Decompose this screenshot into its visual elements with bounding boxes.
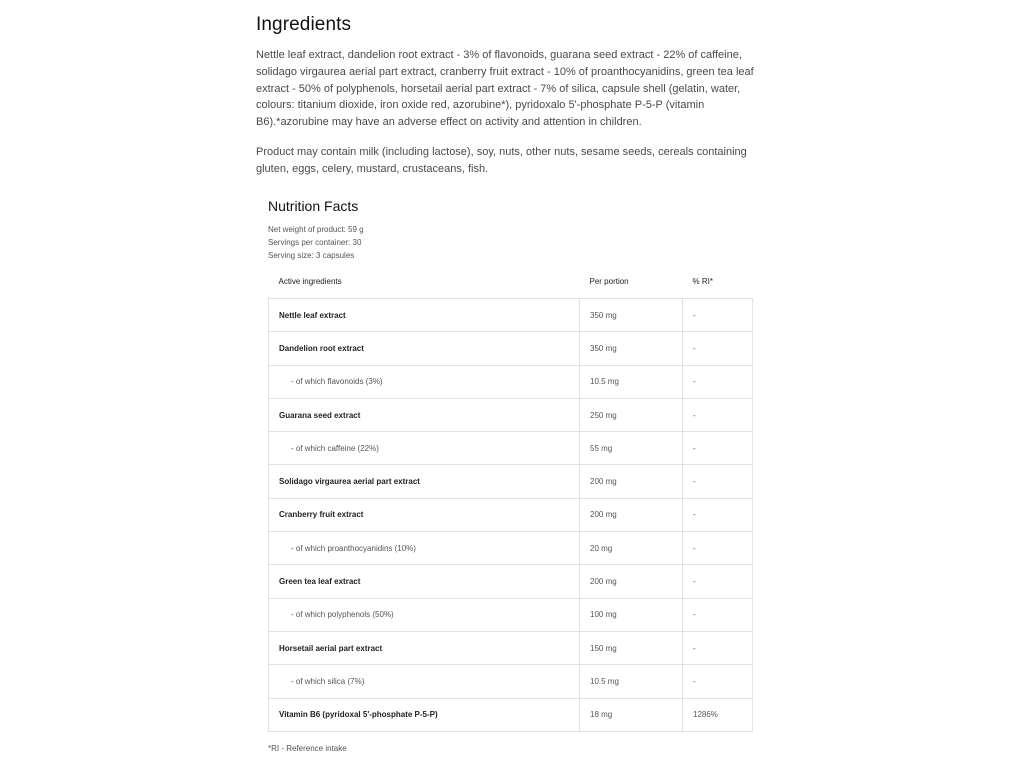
- ingredient-amount: 150 mg: [580, 631, 683, 664]
- ingredient-name: Vitamin B6 (pyridoxal 5'-phosphate P-5-P): [269, 698, 580, 731]
- ingredient-ri: -: [683, 332, 753, 365]
- ingredient-amount: 55 mg: [580, 432, 683, 465]
- ingredient-name: Solidago virgaurea aerial part extract: [269, 465, 580, 498]
- ingredient-amount: 20 mg: [580, 532, 683, 565]
- nutrition-facts-title: Nutrition Facts: [268, 198, 359, 214]
- ingredient-ri: 1286%: [683, 698, 753, 731]
- ingredients-text: Nettle leaf extract, dandelion root extract - 3% of flavonoids, guarana seed extract - 22% of caffeine, solidago virgaurea aerial part extract, cranberry fruit extract - 10% of proanthocyanidins, green tea leaf extract - 50% of polyphenols, horsetail aerial part extract - 7% of silica, capsule shell (gelatin, water, colours: titanium dioxide, iron oxide red, azorubine*), pyridoxalo 5'-phosphate P-5-P (vitamin B6).*azorubine may have an adverse effect on activity and attention in children.: [256, 49, 754, 129]
- nutrition-table: [268, 265, 753, 732]
- ri-footnote: *RI - Reference intake: [268, 744, 347, 753]
- ingredient-name: Dandelion root extract: [269, 332, 580, 365]
- ingredient-amount: 250 mg: [580, 398, 683, 431]
- servings-per-container: Servings per container: 30: [268, 238, 362, 248]
- ingredient-ri: -: [683, 398, 753, 431]
- header-active-ingredients: Active ingredients: [278, 277, 342, 286]
- table-row: [269, 299, 753, 332]
- ingredient-name: - of which caffeine (22%): [269, 432, 580, 465]
- table-row: [269, 565, 753, 598]
- ingredient-amount: 200 mg: [580, 498, 683, 531]
- ingredient-amount: 350 mg: [580, 299, 683, 332]
- table-row: [269, 332, 753, 365]
- net-weight: Net weight of product: 59 g: [268, 225, 364, 234]
- table-row: [269, 665, 753, 698]
- table-row: [269, 631, 753, 664]
- table-row: [269, 365, 753, 398]
- header-per-portion: Per portion: [589, 277, 629, 286]
- ingredient-amount: 10.5 mg: [580, 365, 683, 398]
- ingredient-name: Green tea leaf extract: [269, 565, 580, 598]
- ingredient-ri: -: [683, 631, 753, 664]
- table-header-row: [269, 265, 753, 299]
- ingredient-name: Horsetail aerial part extract: [269, 631, 580, 664]
- ingredient-name: - of which proanthocyanidins (10%): [269, 532, 580, 565]
- ingredient-name: Cranberry fruit extract: [269, 498, 580, 531]
- ingredient-amount: 10.5 mg: [580, 665, 683, 698]
- ingredient-name: - of which silica (7%): [269, 665, 580, 698]
- table-row: [269, 698, 753, 731]
- ingredient-name: Nettle leaf extract: [269, 299, 580, 332]
- header-ri: % RI*: [692, 277, 713, 286]
- ingredient-ri: -: [683, 432, 753, 465]
- ingredient-amount: 350 mg: [580, 332, 683, 365]
- table-row: [269, 598, 753, 631]
- ingredient-name: - of which flavonoids (3%): [269, 365, 580, 398]
- table-row: [269, 532, 753, 565]
- ingredient-amount: 200 mg: [580, 465, 683, 498]
- ingredient-amount: 18 mg: [580, 698, 683, 731]
- ingredient-name: - of which polyphenols (50%): [269, 598, 580, 631]
- ingredient-amount: 200 mg: [580, 565, 683, 598]
- table-row: [269, 398, 753, 431]
- ingredient-ri: -: [683, 665, 753, 698]
- ingredient-ri: -: [683, 565, 753, 598]
- ingredient-ri: -: [683, 365, 753, 398]
- ingredient-amount: 100 mg: [580, 598, 683, 631]
- ingredient-ri: -: [683, 498, 753, 531]
- table-row: [269, 465, 753, 498]
- allergens-text: Product may contain milk (including lactose), soy, nuts, other nuts, sesame seeds, cereals containing gluten, eggs, celery, mustard, crustaceans, fish.: [256, 146, 747, 175]
- ingredient-name: Guarana seed extract: [269, 398, 580, 431]
- table-row: [269, 432, 753, 465]
- ingredient-ri: -: [683, 598, 753, 631]
- ingredient-ri: -: [683, 299, 753, 332]
- nutrition-meta: [268, 223, 754, 263]
- table-row: [269, 498, 753, 531]
- serving-size: Serving size: 3 capsules: [268, 251, 355, 261]
- ingredient-ri: -: [683, 465, 753, 498]
- ingredient-ri: -: [683, 532, 753, 565]
- ingredients-title: Ingredients: [256, 14, 352, 35]
- nutrition-facts-header: [268, 198, 754, 263]
- nutrition-table-body: [269, 299, 753, 732]
